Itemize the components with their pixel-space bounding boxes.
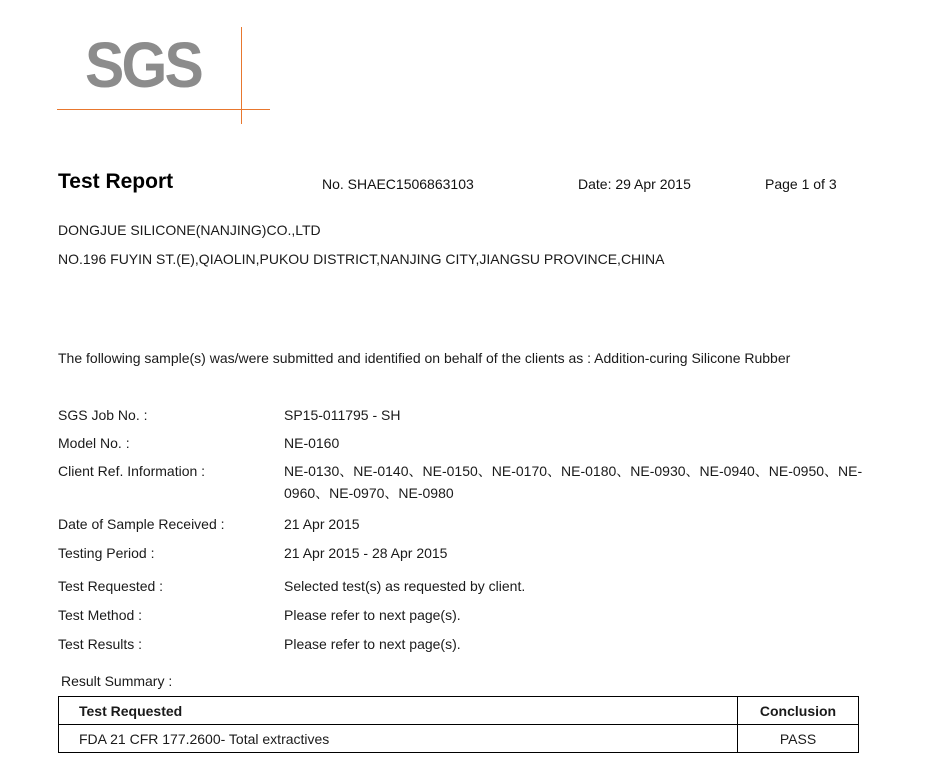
field-label-model-no: Model No. : <box>58 435 130 451</box>
field-value-date-received: 21 Apr 2015 <box>284 516 360 532</box>
report-date: Date: 29 Apr 2015 <box>578 176 691 192</box>
table-row <box>59 725 859 753</box>
sample-intro: The following sample(s) was/were submitted and identified on behalf of the clients as : Addition-curing Silicone Rubber <box>58 350 791 366</box>
field-label-date-received: Date of Sample Received : <box>58 516 225 532</box>
column-header-conclusion: Conclusion <box>738 697 859 725</box>
cell-conclusion: PASS <box>738 725 859 753</box>
field-label-job-no: SGS Job No. : <box>58 407 148 423</box>
field-value-test-requested: Selected test(s) as requested by client. <box>284 578 526 594</box>
field-value-test-method: Please refer to next page(s). <box>284 607 461 623</box>
logo-vertical-rule <box>241 27 242 124</box>
field-value-client-ref: NE-0130、NE-0140、NE-0150、NE-0170、NE-0180、NE-0930、NE-0940、NE-0950、NE-0960、NE-0970、NE-0980 <box>284 463 863 501</box>
column-header-test: Test Requested <box>59 697 738 725</box>
sgs-logo <box>57 27 270 112</box>
sgs-logo-icon: SGS <box>85 29 202 101</box>
field-value-model-no: NE-0160 <box>284 435 340 451</box>
client-company: DONGJUE SILICONE(NANJING)CO.,LTD <box>58 222 321 238</box>
table-header-row <box>59 697 859 725</box>
cell-test: FDA 21 CFR 177.2600- Total extractives <box>59 725 738 753</box>
page-number: Page 1 of 3 <box>765 176 837 192</box>
result-summary-label: Result Summary : <box>61 673 173 689</box>
report-number: No. SHAEC1506863103 <box>322 176 474 192</box>
field-label-test-results: Test Results : <box>58 636 143 652</box>
client-address: NO.196 FUYIN ST.(E),QIAOLIN,PUKOU DISTRICT,NANJING CITY,JIANGSU PROVINCE,CHINA <box>58 251 665 267</box>
field-label-client-ref: Client Ref. Information : <box>58 463 206 479</box>
field-value-test-results: Please refer to next page(s). <box>284 636 461 652</box>
field-label-testing-period: Testing Period : <box>58 545 155 561</box>
field-value-job-no: SP15-011795 - SH <box>284 407 401 423</box>
result-summary-table <box>58 696 859 753</box>
field-label-test-requested: Test Requested : <box>58 578 164 594</box>
field-value-testing-period: 21 Apr 2015 - 28 Apr 2015 <box>284 545 448 561</box>
logo-horizontal-rule <box>57 109 270 110</box>
field-label-test-method: Test Method : <box>58 607 143 623</box>
report-title: Test Report <box>58 170 174 193</box>
